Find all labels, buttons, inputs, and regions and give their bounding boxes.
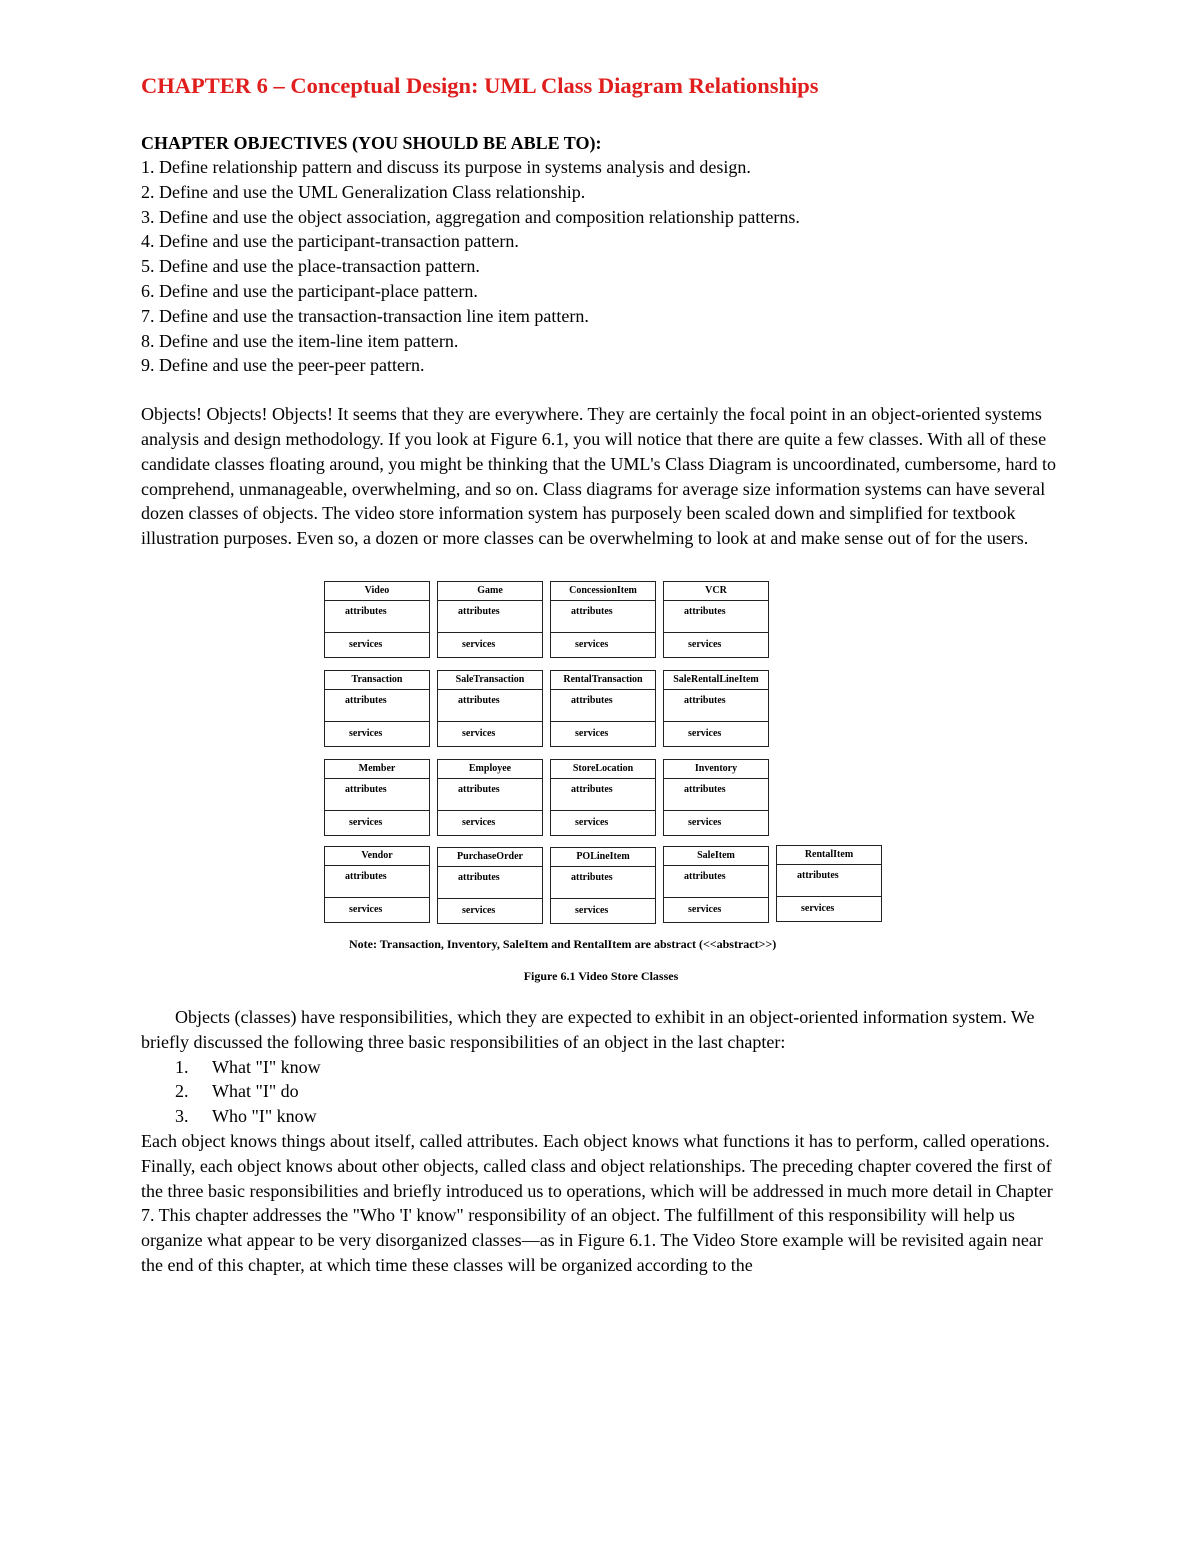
class-name: ConcessionItem: [551, 582, 655, 601]
class-box: [550, 759, 656, 836]
class-services: services: [349, 816, 383, 828]
class-box: [663, 846, 769, 923]
class-name: Inventory: [664, 760, 768, 779]
class-services: services: [688, 903, 722, 915]
class-box: [437, 759, 543, 836]
class-box: [324, 670, 430, 747]
class-attributes: attributes: [551, 690, 655, 722]
class-attributes: attributes: [325, 690, 429, 722]
class-box: [663, 670, 769, 747]
class-attributes: attributes: [438, 601, 542, 633]
class-attributes: attributes: [664, 601, 768, 633]
class-name: RentalItem: [777, 846, 881, 865]
class-box: [437, 670, 543, 747]
class-box: [663, 581, 769, 658]
list-item: [175, 1055, 1061, 1080]
list-text: What "I" know: [212, 1056, 321, 1077]
class-attributes: attributes: [325, 866, 429, 898]
class-services: services: [349, 638, 383, 650]
responsibilities-list: [141, 1055, 1061, 1129]
class-name: StoreLocation: [551, 760, 655, 779]
class-attributes: attributes: [438, 690, 542, 722]
list-text: What "I" do: [212, 1081, 299, 1102]
class-services: services: [575, 727, 609, 739]
class-attributes: attributes: [551, 601, 655, 633]
class-box: [776, 845, 882, 922]
class-name: SaleItem: [664, 847, 768, 866]
class-attributes: attributes: [664, 690, 768, 722]
list-number: 1.: [175, 1056, 189, 1077]
objective-item: 6. Define and use the participant-place pattern.: [141, 280, 478, 301]
class-name: Game: [438, 582, 542, 601]
intro-paragraph: Objects! Objects! Objects! It seems that they are everywhere. They are certainly the focal point in an object-oriented systems analysis and design methodology. If you look at Figure 6.1, you will notice that there are quite a few classes. With all of these candidate classes floating around, you might be thinking that the UML's Class Diagram is uncoordinated, cumbersome, hard to comprehend, unmanageable, overwhelming, and so on. Class diagrams for average size information systems can have several dozen classes of objects. The video store information system has purposely been scaled down and simplified for textbook illustration purposes. Even so, a dozen or more classes can be overwhelming to look at and make sense out of for the users.: [141, 404, 1057, 549]
figure-caption: Figure 6.1 Video Store Classes: [523, 968, 679, 983]
class-name: Transaction: [325, 671, 429, 690]
class-attributes: attributes: [325, 601, 429, 633]
class-services: services: [688, 816, 722, 828]
objective-item: 9. Define and use the peer-peer pattern.: [141, 355, 425, 376]
class-attributes: attributes: [438, 867, 542, 899]
class-name: VCR: [664, 582, 768, 601]
class-box: [324, 759, 430, 836]
class-box: [663, 759, 769, 836]
class-box: [324, 846, 430, 923]
class-services: services: [349, 727, 383, 739]
class-box: [437, 847, 543, 924]
class-services: services: [462, 638, 496, 650]
list-text: Who "I" know: [212, 1106, 317, 1127]
class-attributes: attributes: [551, 867, 655, 899]
class-attributes: attributes: [438, 779, 542, 811]
figure-video-store-classes: [141, 565, 1061, 1005]
class-services: services: [462, 904, 496, 916]
class-services: services: [688, 727, 722, 739]
class-attributes: attributes: [325, 779, 429, 811]
class-attributes: attributes: [551, 779, 655, 811]
objectives-list: [141, 155, 1061, 378]
class-services: services: [575, 816, 609, 828]
class-box: [550, 847, 656, 924]
class-attributes: attributes: [664, 779, 768, 811]
class-box: [550, 670, 656, 747]
class-name: Vendor: [325, 847, 429, 866]
class-name: Employee: [438, 760, 542, 779]
objective-item: 8. Define and use the item-line item pattern.: [141, 330, 459, 351]
class-services: services: [688, 638, 722, 650]
objective-item: 7. Define and use the transaction-transaction line item pattern.: [141, 305, 589, 326]
class-services: services: [462, 727, 496, 739]
class-services: services: [801, 902, 835, 914]
class-name: POLineItem: [551, 848, 655, 867]
class-name: Video: [325, 582, 429, 601]
objective-item: 4. Define and use the participant-transaction pattern.: [141, 231, 519, 252]
class-services: services: [575, 904, 609, 916]
objective-item: 3. Define and use the object association, aggregation and composition relationship patterns.: [141, 206, 800, 227]
document-page: [141, 72, 1061, 1278]
closing-paragraph: Each object knows things about itself, called attributes. Each object knows what functions it has to perform, called operations. Finally, each object knows about other objects, called class and object relationships. The preceding chapter covered the first of the three basic responsibilities and briefly introduced us to operations, which will be addressed in much more detail in Chapter 7. This chapter addresses the "Who 'I' know" responsibility of an object. The fulfillment of this responsibility will help us organize what appear to be very disorganized classes—as in Figure 6.1. The Video Store example will be revisited again near the end of this chapter, at which time these classes will be organized according to the: [141, 1130, 1053, 1275]
objectives-heading: CHAPTER OBJECTIVES (YOU SHOULD BE ABLE TO):: [141, 133, 602, 153]
list-number: 2.: [175, 1081, 189, 1102]
objective-item: 1. Define relationship pattern and discuss its purpose in systems analysis and design.: [141, 157, 751, 177]
class-name: Member: [325, 760, 429, 779]
class-box: [550, 581, 656, 658]
objective-item: 2. Define and use the UML Generalization Class relationship.: [141, 181, 586, 202]
list-item: [175, 1104, 1061, 1129]
class-box: [437, 581, 543, 658]
class-services: services: [462, 816, 496, 828]
class-attributes: attributes: [777, 865, 881, 897]
class-services: services: [575, 638, 609, 650]
list-number: 3.: [175, 1106, 189, 1127]
class-services: services: [349, 903, 383, 915]
chapter-title: CHAPTER 6 – Conceptual Design: UML Class Diagram Relationships: [141, 73, 819, 98]
class-name: PurchaseOrder: [438, 848, 542, 867]
objective-item: 5. Define and use the place-transaction pattern.: [141, 256, 480, 277]
class-name: SaleRentalLineItem: [664, 671, 768, 690]
class-name: RentalTransaction: [551, 671, 655, 690]
responsibilities-paragraph: Objects (classes) have responsibilities, which they are expected to exhibit in an object-oriented information system. We briefly discussed the following three basic responsibilities of an object in the last chapter:: [141, 1006, 1035, 1052]
class-name: SaleTransaction: [438, 671, 542, 690]
class-attributes: attributes: [664, 866, 768, 898]
figure-note: Note: Transaction, Inventory, SaleItem and RentalItem are abstract (<<abstract>>): [349, 936, 777, 951]
class-box: [324, 581, 430, 658]
list-item: [175, 1079, 1061, 1104]
